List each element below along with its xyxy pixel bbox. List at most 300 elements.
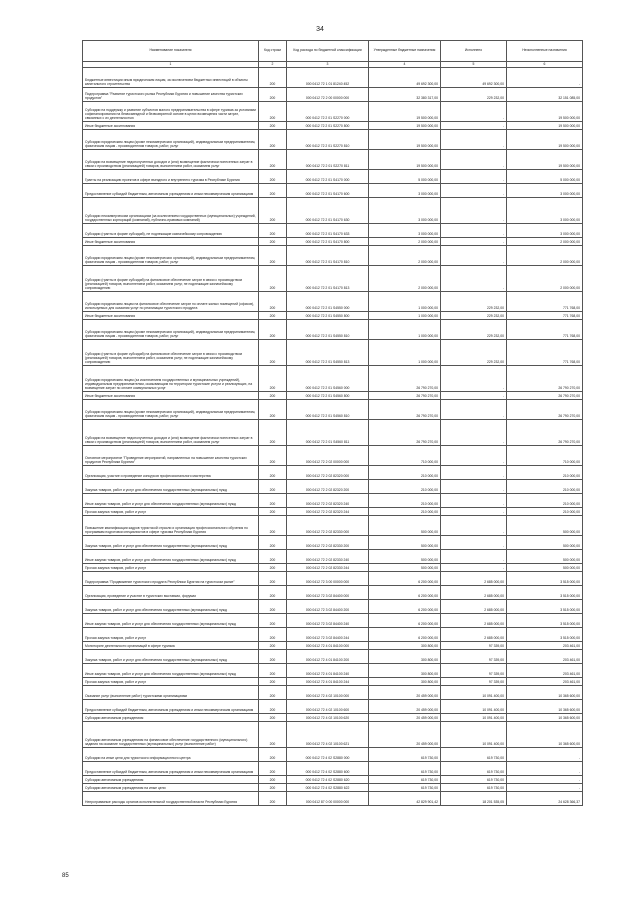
cell-kbk: 000 0412 72 2 01 S4170 000 (287, 170, 369, 184)
cell-kbk: 000 0412 72 2 02 82330 200 (287, 536, 369, 550)
cell-approved: 3 000 000,00 (369, 198, 441, 224)
cell-approved: 20 459 000,00 (369, 700, 441, 714)
cell-name: Подпрограмма "Развитие туристского рынка Республики Бурятия и повышение качества туристских продуктов" (83, 88, 259, 102)
table-row (83, 714, 583, 722)
cell-name: Предоставление субсидий бюджетным, автономным учреждениям и иным некоммерческим организациям (83, 184, 259, 198)
table-row (83, 466, 583, 480)
cell-approved: 2 000 000,00 (369, 246, 441, 266)
cell-name: Прочая закупка товаров, работ и услуг (83, 508, 259, 516)
cell-executed: - (441, 130, 507, 150)
cell-name: Субсидии на иные цели для туристского информационного центра (83, 748, 259, 762)
cell-approved: 26 790 270,00 (369, 366, 441, 392)
table-row (83, 246, 583, 266)
cell-unexecuted: 203 461,00 (507, 650, 583, 664)
cell-name: Предоставление субсидий бюджетным, автономным учреждениям и иным некоммерческим организациям (83, 700, 259, 714)
cell-executed: - (441, 266, 507, 292)
cell-kbk: 000 0412 72 3 02 84400 244 (287, 628, 369, 642)
table-row (83, 320, 583, 340)
cell-line-code: 200 (259, 130, 287, 150)
cell-name: Иные закупки товаров, работ и услуг для обеспечения государственных (муниципальных) нужд (83, 550, 259, 564)
table-row (83, 762, 583, 776)
cell-unexecuted: 2 000 000,00 (507, 238, 583, 246)
column-number: 3 (287, 62, 369, 68)
cell-approved: 26 790 270,00 (369, 420, 441, 446)
cell-name: Субсидии некоммерческим организациям (за исключением государственных (муниципальных) учреждений, государственных корпораций (компаний), публично-правовых компаний) (83, 198, 259, 224)
cell-line-code: 200 (259, 446, 287, 466)
cell-kbk: 000 0412 72 4 02 10100 600 (287, 700, 369, 714)
cell-line-code: 200 (259, 238, 287, 246)
cell-unexecuted: 3 000 000,00 (507, 198, 583, 224)
cell-approved: 500 000,00 (369, 536, 441, 550)
cell-unexecuted: 203 461,00 (507, 642, 583, 650)
cell-unexecuted: 3 515 000,00 (507, 572, 583, 586)
cell-approved: 3 000 000,00 (369, 224, 441, 238)
table-row (83, 266, 583, 292)
page-number: 34 (316, 26, 324, 33)
table-row (83, 536, 583, 550)
table-row (83, 392, 583, 400)
header-kbk: Код расхода по бюджетной классификации (287, 41, 369, 62)
table-row (83, 400, 583, 420)
cell-executed: - (441, 564, 507, 572)
cell-approved: 1 000 000,00 (369, 292, 441, 312)
cell-executed: 229 232,00 (441, 312, 507, 320)
cell-kbk: 000 0412 72 3 02 84400 200 (287, 600, 369, 614)
cell-approved: 2 000 000,00 (369, 266, 441, 292)
cell-name: Субсидии на возмещение недополученных доходов и (или) возмещение фактически понесенных затрат в связи с производством (реализацией) товаров, выполнением работ, оказанием услуг (83, 150, 259, 170)
cell-executed: 49 692 300,00 (441, 68, 507, 88)
table-row (83, 508, 583, 516)
cell-kbk: 000 0412 72 2 02 82330 000 (287, 516, 369, 536)
cell-approved: 710 000,00 (369, 446, 441, 466)
cell-unexecuted: 203 461,00 (507, 664, 583, 678)
cell-line-code: 200 (259, 516, 287, 536)
cell-executed: - (441, 494, 507, 508)
column-number: 2 (259, 62, 287, 68)
cell-approved: 19 500 000,00 (369, 130, 441, 150)
cell-unexecuted: - (507, 748, 583, 762)
cell-line-code: 200 (259, 722, 287, 748)
cell-kbk: 000 0412 72 4 01 84100 240 (287, 664, 369, 678)
table-body (83, 68, 583, 806)
cell-line-code: 200 (259, 784, 287, 792)
header-row (83, 41, 583, 62)
budget-execution-table (82, 40, 583, 806)
cell-line-code: 200 (259, 170, 287, 184)
cell-executed: 2 685 000,00 (441, 600, 507, 614)
cell-unexecuted: 771 768,00 (507, 320, 583, 340)
cell-unexecuted: 26 790 270,00 (507, 400, 583, 420)
cell-executed: - (441, 170, 507, 184)
table-row (83, 678, 583, 686)
cell-line-code: 200 (259, 686, 287, 700)
cell-approved: 3 000 000,00 (369, 184, 441, 198)
cell-approved: 1 000 000,00 (369, 340, 441, 366)
cell-unexecuted: 210 000,00 (507, 494, 583, 508)
cell-unexecuted: 3 000 000,00 (507, 184, 583, 198)
table-row (83, 130, 583, 150)
cell-executed: 229 232,00 (441, 340, 507, 366)
cell-executed: 2 685 000,00 (441, 614, 507, 628)
cell-kbk: 000 0412 72 2 02 82320 200 (287, 480, 369, 494)
cell-executed: 97 339,00 (441, 650, 507, 664)
cell-kbk: 000 0412 72 2 01 S4560 000 (287, 366, 369, 392)
column-number: 1 (83, 62, 259, 68)
cell-approved: 300 800,00 (369, 664, 441, 678)
cell-name: Субсидии юридическим лицам (кроме некоммерческих организаций), индивидуальным предпринимателям, физическим лицам - производителям товаров, работ, услуг (83, 130, 259, 150)
header-unexecuted: Неисполненные назначения (507, 41, 583, 62)
cell-unexecuted: 10 365 600,00 (507, 700, 583, 714)
cell-unexecuted: - (507, 776, 583, 784)
cell-approved: 500 000,00 (369, 516, 441, 536)
cell-approved: 619 730,00 (369, 784, 441, 792)
cell-executed: - (441, 466, 507, 480)
cell-name: Основное мероприятие "Проведение мероприятий, направленных на повышение качества туристских продуктов Республики Бурятия" (83, 446, 259, 466)
cell-kbk: 000 0412 72 2 01 S4550 810 (287, 320, 369, 340)
cell-line-code: 200 (259, 792, 287, 806)
cell-unexecuted: 2 000 000,00 (507, 266, 583, 292)
table-row (83, 102, 583, 122)
cell-unexecuted: 3 000 000,00 (507, 224, 583, 238)
cell-approved: 42 829 901,42 (369, 792, 441, 806)
table-row (83, 122, 583, 130)
cell-kbk: 000 0412 72 2 01 S4170 813 (287, 266, 369, 292)
cell-kbk: 000 0412 72 2 01 S4170 810 (287, 246, 369, 266)
cell-name: Гранты на реализацию проектов в сфере въездного и внутреннего туризма в Республике Бурятия (83, 170, 259, 184)
cell-name: Субсидии автономным учреждениям (83, 714, 259, 722)
table-row (83, 628, 583, 642)
cell-name: Иные бюджетные ассигнования (83, 312, 259, 320)
cell-name: Подпрограмма "Продвижение туристского продукта Республики Бурятия на туристском рынке" (83, 572, 259, 586)
cell-approved: 619 730,00 (369, 776, 441, 784)
cell-unexecuted: 3 515 000,00 (507, 628, 583, 642)
table-row (83, 312, 583, 320)
cell-name: Субсидии на поддержку и развитие субъектов малого предпринимательства в сфере туризма за условиями софинансирования на безвозмездной и безвозвратной основе в целях возмещения части затрат, связанных с их деятельностью (83, 102, 259, 122)
cell-kbk: 000 0412 72 2 01 S4550 813 (287, 340, 369, 366)
cell-unexecuted: 3 515 000,00 (507, 600, 583, 614)
cell-name: Субсидии юридическим лицам (кроме некоммерческих организаций), индивидуальным предпринимателям, физическим лицам - производителям товаров, работ, услуг (83, 320, 259, 340)
cell-approved: 300 800,00 (369, 642, 441, 650)
table-row (83, 184, 583, 198)
cell-kbk: 000 0412 72 4 02 S2880 000 (287, 748, 369, 762)
cell-executed: 10 091 400,00 (441, 714, 507, 722)
cell-kbk: 000 0412 72 2 02 00000 000 (287, 446, 369, 466)
cell-executed: - (441, 508, 507, 516)
column-number: 5 (441, 62, 507, 68)
cell-executed: - (441, 122, 507, 130)
cell-executed: 2 685 000,00 (441, 628, 507, 642)
cell-executed: 229 232,00 (441, 88, 507, 102)
cell-kbk: 000 0412 72 3 02 84400 000 (287, 586, 369, 600)
cell-line-code: 200 (259, 628, 287, 642)
table-row (83, 792, 583, 806)
cell-line-code: 200 (259, 88, 287, 102)
cell-unexecuted: 500 000,00 (507, 550, 583, 564)
cell-name: Организация, проведение и участие в туристских выставках, форумах (83, 586, 259, 600)
table-row (83, 700, 583, 714)
cell-approved: 619 730,00 (369, 762, 441, 776)
table-row (83, 150, 583, 170)
cell-kbk: 000 0412 72 2 01 S4170 630 (287, 198, 369, 224)
cell-line-code: 200 (259, 150, 287, 170)
cell-approved: 210 000,00 (369, 494, 441, 508)
table-row (83, 198, 583, 224)
cell-kbk: 000 0412 72 4 02 S2880 600 (287, 762, 369, 776)
cell-unexecuted: 5 000 000,00 (507, 170, 583, 184)
cell-line-code: 200 (259, 480, 287, 494)
cell-unexecuted: 19 500 000,00 (507, 102, 583, 122)
cell-unexecuted: 500 000,00 (507, 536, 583, 550)
cell-executed: - (441, 238, 507, 246)
cell-name: Иные закупки товаров, работ и услуг для обеспечения государственных (муниципальных) нужд (83, 664, 259, 678)
cell-approved: 619 730,00 (369, 748, 441, 762)
cell-approved: 210 000,00 (369, 466, 441, 480)
cell-name: Субсидии автономным учреждениям (83, 776, 259, 784)
cell-approved: 2 000 000,00 (369, 238, 441, 246)
cell-unexecuted: 210 000,00 (507, 466, 583, 480)
table-row (83, 366, 583, 392)
cell-name: Субсидии юридическим лицам (кроме некоммерческих организаций), индивидуальным предпринимателям, физическим лицам - производителям товаров, работ, услуг (83, 246, 259, 266)
cell-executed: - (441, 102, 507, 122)
cell-name: Субсидии юридическим лицам на финансовое обеспечение затрат по оплате жилых помещений (офисов), используемых для оказания услуг по реализации туристского продукта (83, 292, 259, 312)
cell-name: Субсидии автономным учреждениям на иные цели (83, 784, 259, 792)
cell-unexecuted: 10 365 600,00 (507, 714, 583, 722)
cell-unexecuted: 203 461,00 (507, 678, 583, 686)
table-row (83, 224, 583, 238)
cell-name: Мониторинг деятельности организаций в сфере туризма (83, 642, 259, 650)
table-row (83, 586, 583, 600)
cell-name: Иные бюджетные ассигнования (83, 122, 259, 130)
cell-executed: - (441, 446, 507, 466)
cell-line-code: 200 (259, 550, 287, 564)
cell-executed: 97 339,00 (441, 664, 507, 678)
cell-line-code: 200 (259, 650, 287, 664)
cell-approved: 300 800,00 (369, 678, 441, 686)
cell-line-code: 200 (259, 762, 287, 776)
table-row (83, 550, 583, 564)
cell-executed: 2 685 000,00 (441, 586, 507, 600)
cell-name: Иные бюджетные ассигнования (83, 238, 259, 246)
table-row (83, 722, 583, 748)
cell-unexecuted: 3 515 000,00 (507, 586, 583, 600)
cell-line-code: 200 (259, 776, 287, 784)
cell-name: Закупка товаров, работ и услуг для обеспечения государственных (муниципальных) нужд (83, 480, 259, 494)
cell-kbk: 000 0412 87 0 00 00000 000 (287, 792, 369, 806)
column-number: 4 (369, 62, 441, 68)
cell-executed: - (441, 198, 507, 224)
cell-executed: - (441, 246, 507, 266)
cell-kbk: 000 0412 72 4 02 S2880 622 (287, 784, 369, 792)
cell-line-code: 200 (259, 292, 287, 312)
table-row (83, 600, 583, 614)
header-executed: Исполнено (441, 41, 507, 62)
cell-line-code: 200 (259, 536, 287, 550)
cell-kbk: 000 0412 72 2 02 82330 240 (287, 550, 369, 564)
cell-name: Субсидии юридическим лицам (кроме некоммерческих организаций), индивидуальным предпринимателям, физическим лицам - производителям товаров, работ, услуг (83, 400, 259, 420)
cell-approved: 6 200 000,00 (369, 614, 441, 628)
cell-approved: 5 000 000,00 (369, 170, 441, 184)
cell-executed: 10 091 400,00 (441, 700, 507, 714)
cell-kbk: 000 0412 72 4 02 S2880 620 (287, 776, 369, 784)
cell-line-code: 200 (259, 68, 287, 88)
cell-approved: 20 459 000,00 (369, 722, 441, 748)
cell-name: Закупка товаров, работ и услуг для обеспечения государственных (муниципальных) нужд (83, 600, 259, 614)
cell-executed: 97 339,00 (441, 678, 507, 686)
cell-kbk: 000 0412 72 2 02 82330 244 (287, 564, 369, 572)
cell-approved: 6 200 000,00 (369, 572, 441, 586)
table-row (83, 516, 583, 536)
cell-kbk: 000 0412 72 2 01 S2270 000 (287, 102, 369, 122)
cell-unexecuted: - (507, 784, 583, 792)
cell-line-code: 200 (259, 748, 287, 762)
table-row (83, 650, 583, 664)
cell-kbk: 000 0412 72 4 01 84100 244 (287, 678, 369, 686)
cell-kbk: 000 0412 72 3 00 00000 000 (287, 572, 369, 586)
cell-executed: 619 730,00 (441, 784, 507, 792)
cell-line-code: 200 (259, 102, 287, 122)
cell-line-code: 200 (259, 122, 287, 130)
cell-approved: 19 500 000,00 (369, 122, 441, 130)
cell-line-code: 200 (259, 312, 287, 320)
cell-approved: 6 200 000,00 (369, 600, 441, 614)
cell-line-code: 200 (259, 366, 287, 392)
cell-name: Субсидии (гранты в форме субсидий) на финансовое обеспечение затрат в связи с производством (реализацией) товаров, выполнением работ, оказанием услуг, не подлежащие казначейскому сопровождению (83, 266, 259, 292)
footer-number: 85 (62, 873, 69, 879)
cell-line-code: 200 (259, 466, 287, 480)
table-row (83, 614, 583, 628)
cell-unexecuted: - (507, 68, 583, 88)
cell-executed: - (441, 224, 507, 238)
cell-executed: 10 091 400,00 (441, 722, 507, 748)
cell-executed: - (441, 516, 507, 536)
cell-line-code: 200 (259, 678, 287, 686)
cell-unexecuted: 500 000,00 (507, 516, 583, 536)
cell-name: Непрограммные расходы органов исполнительной государственной власти Республики Бурятия (83, 792, 259, 806)
cell-approved: 500 000,00 (369, 550, 441, 564)
cell-unexecuted: 2 000 000,00 (507, 246, 583, 266)
cell-line-code: 200 (259, 320, 287, 340)
cell-executed: - (441, 480, 507, 494)
cell-kbk: 000 0412 72 2 01 S4170 800 (287, 238, 369, 246)
table-row (83, 170, 583, 184)
cell-kbk: 000 0412 72 4 02 10100 621 (287, 722, 369, 748)
column-number: 6 (507, 62, 583, 68)
cell-unexecuted: 19 500 000,00 (507, 150, 583, 170)
cell-unexecuted: 500 000,00 (507, 564, 583, 572)
cell-name: Субсидии юридическим лицам (за исключением государственных и муниципальных учреждений), индивидуальным предпринимателям, оказывающим на территории туристские услуги и реализующих, на возмещение затрат по оплате коммунальных услуг (83, 366, 259, 392)
cell-unexecuted: 26 790 270,00 (507, 392, 583, 400)
cell-unexecuted: 710 000,00 (507, 446, 583, 466)
cell-executed: - (441, 400, 507, 420)
table-row (83, 642, 583, 650)
table-row (83, 664, 583, 678)
table-row (83, 88, 583, 102)
table-row (83, 572, 583, 586)
table-row (83, 292, 583, 312)
cell-kbk: 000 0412 72 4 01 84100 000 (287, 642, 369, 650)
cell-unexecuted: 3 515 000,00 (507, 614, 583, 628)
table-row (83, 68, 583, 88)
header-line-code: Код строки (259, 41, 287, 62)
cell-line-code: 200 (259, 564, 287, 572)
cell-executed: 2 685 000,00 (441, 572, 507, 586)
table-row (83, 494, 583, 508)
cell-executed: - (441, 366, 507, 392)
cell-line-code: 200 (259, 600, 287, 614)
cell-kbk: 000 0412 72 1 01 81240 452 (287, 68, 369, 88)
cell-approved: 6 200 000,00 (369, 628, 441, 642)
cell-unexecuted: 24 628 366,37 (507, 792, 583, 806)
header-name: Наименование показателя (83, 41, 259, 62)
table-row (83, 238, 583, 246)
cell-executed: 229 232,00 (441, 292, 507, 312)
cell-line-code: 200 (259, 714, 287, 722)
cell-approved: 300 800,00 (369, 650, 441, 664)
cell-name: Закупка товаров, работ и услуг для обеспечения государственных (муниципальных) нужд (83, 650, 259, 664)
cell-executed: 619 730,00 (441, 762, 507, 776)
cell-approved: 20 459 000,00 (369, 714, 441, 722)
cell-line-code: 200 (259, 572, 287, 586)
cell-approved: 500 000,00 (369, 564, 441, 572)
cell-unexecuted: 26 790 270,00 (507, 366, 583, 392)
cell-executed: 619 730,00 (441, 748, 507, 762)
cell-unexecuted: 210 000,00 (507, 508, 583, 516)
cell-approved: 26 790 270,00 (369, 400, 441, 420)
cell-kbk: 000 0412 72 2 01 S4560 800 (287, 392, 369, 400)
cell-line-code: 200 (259, 184, 287, 198)
cell-executed: - (441, 420, 507, 446)
table-row (83, 340, 583, 366)
cell-executed: 18 201 535,05 (441, 792, 507, 806)
cell-line-code: 200 (259, 494, 287, 508)
cell-executed: - (441, 184, 507, 198)
cell-name: Бюджетные инвестиции иным юридическим лицам, за исключением бюджетных инвестиций в объекты капитального строительства (83, 68, 259, 88)
cell-unexecuted: 210 000,00 (507, 480, 583, 494)
cell-kbk: 000 0412 72 2 01 S4170 633 (287, 224, 369, 238)
cell-line-code: 200 (259, 508, 287, 516)
cell-line-code: 200 (259, 198, 287, 224)
cell-approved: 32 380 317,00 (369, 88, 441, 102)
cell-kbk: 000 0412 72 2 02 82320 240 (287, 494, 369, 508)
cell-kbk: 000 0412 72 2 01 S4550 000 (287, 292, 369, 312)
cell-approved: 19 500 000,00 (369, 102, 441, 122)
cell-approved: 1 000 000,00 (369, 312, 441, 320)
cell-line-code: 200 (259, 664, 287, 678)
cell-line-code: 200 (259, 392, 287, 400)
cell-kbk: 000 0412 72 3 02 84400 240 (287, 614, 369, 628)
cell-executed: 97 339,00 (441, 642, 507, 650)
cell-approved: 6 200 000,00 (369, 586, 441, 600)
cell-name: Субсидии на возмещение недополученных доходов и (или) возмещение фактически понесенных затрат в связи с производством (реализацией) товаров, выполнением работ, оказанием услуг (83, 420, 259, 446)
cell-approved: 19 500 000,00 (369, 150, 441, 170)
cell-name: Субсидии (гранты в форме субсидий), не подлежащие казначейскому сопровождению (83, 224, 259, 238)
cell-approved: 26 790 270,00 (369, 392, 441, 400)
table-row (83, 446, 583, 466)
cell-name: Прочая закупка товаров, работ и услуг (83, 678, 259, 686)
table-row (83, 480, 583, 494)
cell-unexecuted: 10 365 600,00 (507, 686, 583, 700)
cell-line-code: 200 (259, 642, 287, 650)
cell-approved: 210 000,00 (369, 508, 441, 516)
table-row (83, 784, 583, 792)
cell-kbk: 000 0412 72 2 01 S2270 811 (287, 150, 369, 170)
cell-executed: - (441, 150, 507, 170)
cell-executed: 619 730,00 (441, 776, 507, 784)
cell-name: Иные закупки товаров, работ и услуг для обеспечения государственных (муниципальных) нужд (83, 494, 259, 508)
cell-approved: 49 692 300,00 (369, 68, 441, 88)
cell-unexecuted: 771 768,00 (507, 292, 583, 312)
table-row (83, 776, 583, 784)
